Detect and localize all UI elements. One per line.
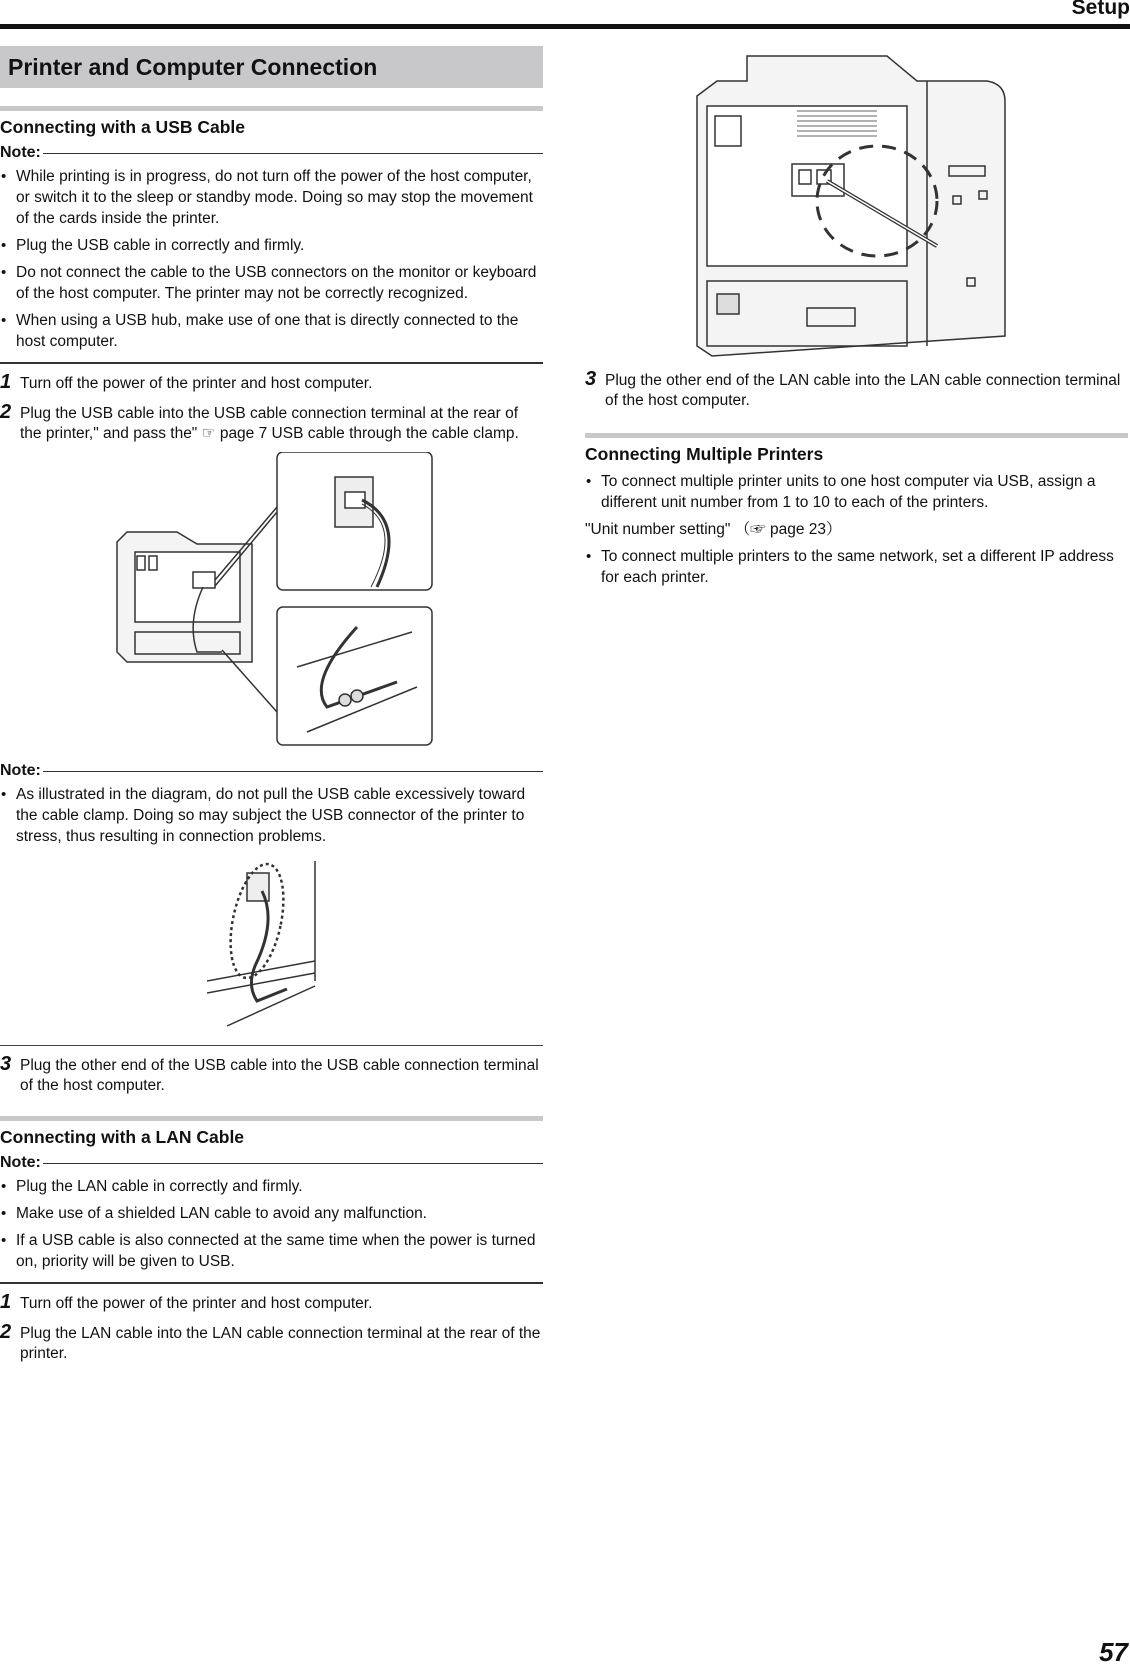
section-label: Setup [1071, 0, 1130, 19]
step-number: 2 [0, 1321, 12, 1343]
step-text: Plug the other end of the USB cable into the USB cable connection terminal of the host computer. [20, 1057, 539, 1094]
usb-connection-illustration [107, 452, 437, 752]
cable-strain-illustration [207, 861, 337, 1031]
step-text: Turn off the power of the printer and host computer. [20, 375, 373, 392]
multi-list-1 [585, 471, 1128, 513]
step-number: 1 [0, 371, 12, 393]
step-number: 2 [0, 401, 12, 423]
step-number: 1 [0, 1291, 12, 1313]
lan-note-item: • Plug the LAN cable in correctly and firmly. [0, 1176, 543, 1197]
page-title: Printer and Computer Connection [0, 46, 543, 88]
usb-note2-label: Note: [0, 762, 41, 779]
multi-list-2 [585, 546, 1128, 588]
step-number: 3 [0, 1053, 12, 1075]
step-text: Turn off the power of the printer and host computer. [20, 1295, 373, 1312]
usb-note-label: Note: [0, 144, 41, 161]
lan-note-list [0, 1176, 543, 1284]
multi-item: • To connect multiple printer units to one host computer via USB, assign a different unit number from 1 to 10 to each of the printers. [585, 471, 1128, 513]
usb-note-item: • Do not connect the cable to the USB connectors on the monitor or keyboard of the host computer. The printer may not be correctly recognized. [0, 262, 543, 304]
left-column [0, 46, 543, 1372]
step-text: Plug the LAN cable into the LAN cable connection terminal at the rear of the printer. [20, 1325, 541, 1362]
usb-step-3 [0, 1053, 543, 1096]
usb-note-item: • Plug the USB cable in correctly and firmly. [0, 235, 543, 256]
multi-item: • To connect multiple printers to the same network, set a different IP address for each printer. [585, 546, 1128, 588]
lan-step-1 [0, 1291, 543, 1314]
lan-step-3 [585, 368, 1128, 411]
usb-note-item: • While printing is in progress, do not turn off the power of the host computer, or switch it to the sleep or standby mode. Doing so may stop the movement of the cards inside the printer. [0, 166, 543, 229]
usb-note-heading [0, 144, 543, 162]
lan-connection-illustration [687, 46, 1027, 361]
lan-note-item: • Make use of a shielded LAN cable to avoid any malfunction. [0, 1203, 543, 1224]
lan-note-item: • If a USB cable is also connected at the same time when the power is turned on, priority will be given to USB. [0, 1230, 543, 1272]
step-text: Plug the USB cable into the USB cable connection terminal at the rear of the printer," and pass the" ☞ page 7 USB cable through the cable clamp. [20, 405, 519, 442]
lan-step-2 [0, 1321, 543, 1364]
usb-note2-heading [0, 762, 543, 780]
usb-heading: Connecting with a USB Cable [0, 106, 543, 138]
lan-note-heading [0, 1154, 543, 1172]
usb-note-list [0, 166, 543, 364]
usb-note-item: • When using a USB hub, make use of one that is directly connected to the host computer. [0, 310, 543, 352]
usb-step-2 [0, 401, 543, 444]
usb-note2-list [0, 784, 543, 847]
page-number: 57 [1099, 1637, 1128, 1667]
lan-note-label: Note: [0, 1154, 41, 1171]
unit-number-reference[interactable]: "Unit number setting" （☞ page 23） [585, 521, 842, 538]
step-number: 3 [585, 368, 597, 390]
multi-heading: Connecting Multiple Printers [585, 433, 1128, 465]
usb-step-1 [0, 371, 543, 394]
step-text: Plug the other end of the LAN cable into the LAN cable connection terminal of the host computer. [605, 372, 1121, 409]
header-rule [0, 24, 1130, 29]
lan-heading: Connecting with a LAN Cable [0, 1116, 543, 1148]
usb-note2-item: • As illustrated in the diagram, do not pull the USB cable excessively toward the cable clamp. Doing so may subject the USB connector of the printer to stress, thus resulting in connection problems. [0, 784, 543, 847]
right-column [585, 46, 1128, 594]
